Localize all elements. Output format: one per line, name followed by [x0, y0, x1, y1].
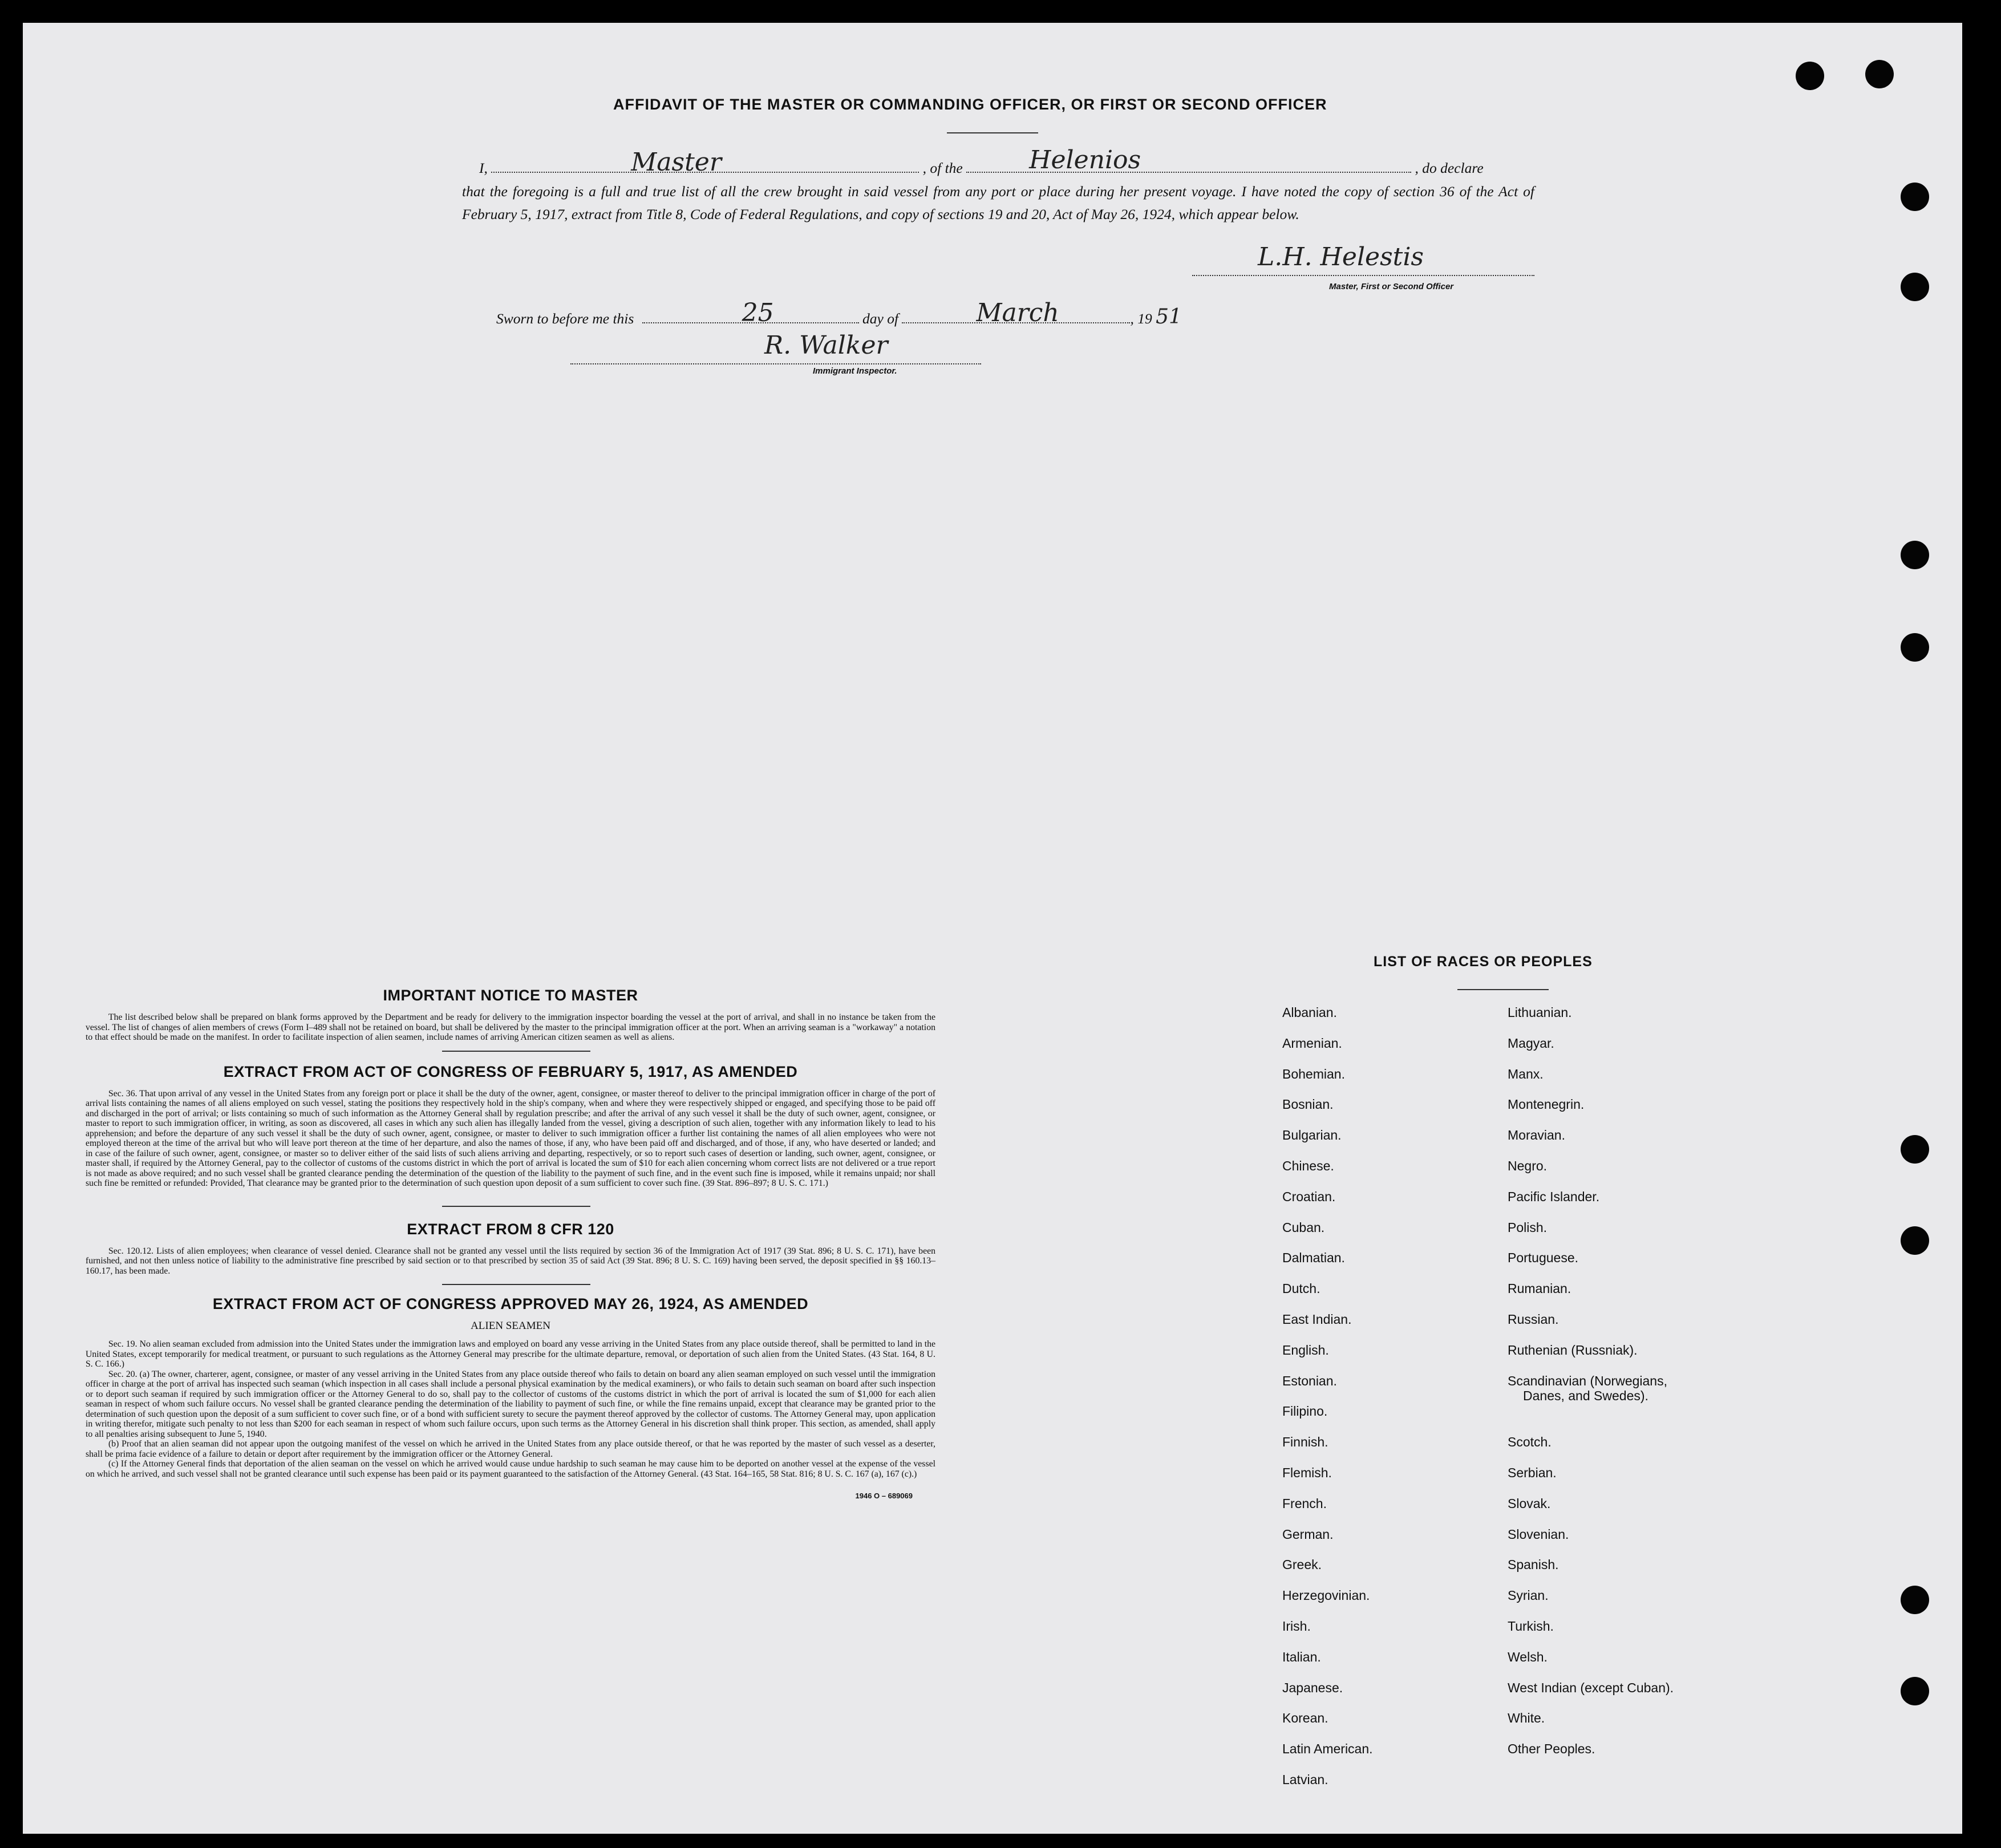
race-item: Serbian. [1508, 1465, 1557, 1480]
master-signature: L.H. Helestis [1258, 242, 1424, 271]
race-item: Armenian. [1282, 1035, 1342, 1051]
race-item: Bulgarian. [1282, 1128, 1342, 1143]
race-item: Irish. [1282, 1619, 1311, 1634]
race-item: Scandinavian (Norwegians, [1508, 1373, 1667, 1388]
race-item: Italian. [1282, 1649, 1321, 1664]
race-item: Korean. [1282, 1711, 1328, 1726]
extract-1917-title: EXTRACT FROM ACT OF CONGRESS OF FEBRUARY 5, 1917, AS AMENDED [223, 1063, 798, 1080]
inspector-line [570, 363, 981, 364]
signature-line [1192, 275, 1534, 276]
race-item: Polish. [1508, 1219, 1548, 1235]
race-item: Manx. [1508, 1066, 1544, 1081]
master-name-handwritten: Master [631, 148, 722, 177]
races-title-underline [1457, 989, 1549, 990]
race-item: White. [1508, 1711, 1545, 1726]
race-item: Moravian. [1508, 1128, 1565, 1143]
vessel-name-handwritten: Helenios [1029, 145, 1141, 175]
race-item: Syrian. [1508, 1588, 1549, 1603]
divider [442, 1051, 590, 1052]
punch-hole [1901, 1226, 1929, 1255]
punch-hole [1865, 60, 1894, 88]
race-item: Welsh. [1508, 1649, 1548, 1664]
inspector-signature: R. Walker [764, 331, 888, 360]
race-item: French. [1282, 1496, 1327, 1511]
section-20a: Sec. 20. (a) The owner, charterer, agent, consignee, or master of any vessel arriving in the United States from any place outside thereof who fails to detain on board any alien seaman employed on such vessel until the immigration officer in charge at the port of arrival has inspected such seaman (which inspection in all cases shall include a personal physical examination by the medical examiners), or who fails to detain such seaman on board after such inspection or to deport such seaman if required by such immigration officer or the Attorney General to do so, shall pay to the collector of customs of the customs district in which the port of arrival is located the sum of $1,000 for each alien seaman in respect of whom such failure occurs. No vessel shall be granted clearance pending the determination of the liability to payment of such fine, or while the fine remains unpaid, except that clearance may be granted prior to the determination of such question upon the deposit of a sum sufficient to cover such fine, or of a bond with sufficient surety to secure the payment thereof approved by the collector of customs. The Attorney General may, upon application in writing therefor, mitigate such penalty to not less than $200 for each seaman in respect of whom such failure occurs, upon such terms as the Attorney General in his discretion shall think proper. This section, as amended, shall apply to all penalties arising subsequent to June 5, 1940. [86, 1369, 935, 1439]
race-item: German. [1282, 1526, 1334, 1542]
month-field [902, 298, 1130, 327]
race-item: Slovak. [1508, 1496, 1551, 1511]
title-underline [947, 132, 1038, 133]
race-item: Japanese. [1282, 1680, 1343, 1695]
race-item: Magyar. [1508, 1035, 1554, 1051]
race-item: Flemish. [1282, 1465, 1332, 1480]
race-item: Cuban. [1282, 1219, 1325, 1235]
race-item: English. [1282, 1342, 1329, 1357]
race-item: Spanish. [1508, 1557, 1559, 1573]
race-item: Bohemian. [1282, 1066, 1345, 1081]
race-item: Latin American. [1282, 1741, 1373, 1757]
divider [442, 1284, 590, 1285]
year-prefix: , 19 [1130, 310, 1152, 327]
day-handwritten: 25 [742, 298, 774, 327]
race-item: Dalmatian. [1282, 1250, 1345, 1266]
races-title: LIST OF RACES OR PEOPLES [1374, 954, 1593, 970]
declaration-text: that the foregoing is a full and true list of all the crew brought in said vessel from any port or place during her present voyage. I have noted the copy of section 36 of the Act of February 5, 1917, extract from Title 8, Code of Federal Regulations, and copy of sections 19 and 20, Act of May 26, 1924, which appear below. [462, 183, 1534, 222]
sworn-label: Sworn to before me this [496, 310, 634, 327]
extract-cfr-title: EXTRACT FROM 8 CFR 120 [407, 1220, 614, 1238]
i-label: I, [479, 160, 488, 176]
race-item: Scotch. [1508, 1434, 1552, 1450]
year-handwritten: 51 [1156, 305, 1182, 329]
race-item: Ruthenian (Russniak). [1508, 1342, 1638, 1357]
punch-hole [1901, 1677, 1929, 1705]
extract-1924-title: EXTRACT FROM ACT OF CONGRESS APPROVED MAY 26, 1924, AS AMENDED [212, 1295, 809, 1312]
extract-1924-text [86, 1339, 935, 1479]
race-item: Dutch. [1282, 1281, 1321, 1296]
punch-hole [1901, 1135, 1929, 1164]
punch-hole [1901, 273, 1929, 301]
race-item: Negro. [1508, 1158, 1548, 1173]
race-item: Croatian. [1282, 1189, 1336, 1204]
section-19: Sec. 19. No alien seaman excluded from admission into the United States under the immigration laws and employed on board any vesse arriving in the United States from any place outside thereof, shall be permitted to land in the United States, except temporarily for medical treatment, or pursuant to such regulations as the Attorney General may prescribe for the ultimate departure, removal, or deportation of such alien from the United States. (43 Stat. 164, 8 U. S. C. 166.) [86, 1339, 935, 1369]
race-item: Rumanian. [1508, 1281, 1571, 1296]
race-item: Turkish. [1508, 1619, 1554, 1634]
extract-cfr-text: Sec. 120.12. Lists of alien employees; when clearance of vessel denied. Clearance shall not be granted any vessel until the lists required by section 36 of the Immigration Act of 1917 (39 Stat. 896; 8 U. S. C. 171), have been furnished, and not then unless notice of liability to the administrative fine prescribed by said section or to that prescribed by section 35 of said Act (39 Stat. 896; 8 U. S. C. 169) having been served, the deposit specified in §§ 160.13–160.17, has been made. [86, 1246, 935, 1276]
race-item: Greek. [1282, 1557, 1322, 1573]
race-item: Russian. [1508, 1312, 1559, 1327]
of-the-label: , of the [922, 160, 963, 176]
print-code: 1946 O – 689069 [855, 1492, 913, 1500]
race-item: Montenegrin. [1508, 1097, 1585, 1112]
race-item: East Indian. [1282, 1312, 1352, 1327]
punch-hole [1901, 183, 1929, 211]
race-item: Albanian. [1282, 1005, 1337, 1020]
extract-1917-text: Sec. 36. That upon arrival of any vessel in the United States from any foreign port or place it shall be the duty of the owner, agent, consignee, or master thereof to deliver to the principal immigration officer in charge of the port of arrival lists containing the names of all aliens employed on such vessel, stating the positions they respectively hold in the ship's company, when and where they were respectively shipped or engaged, and specifying those to be paid off and discharged in the port of arrival; or lists containing so much of such information as the Attorney General shall by regulation prescribe; and after the arrival of any such vessel it shall be the duty of such owner, agent, consignee, or master to report to such immigration officer, in writing, as soon as discovered, all cases in which any such alien has illegally landed from the vessel, giving a description of such alien, together with any information likely to lead to his apprehension; and before the departure of any such vessel it shall be the duty of such owner, agent, consignee, or master to deliver to such immigration officer a further list containing the names of all alien employees who were not employed thereon at the time of the arrival but who will leave port thereon at the time of her departure, and also the names of those, if any, who have been paid off and discharged, and of those, if any, who have deserted or landed; and in case of the failure of such owner, agent, consignee, or master so to deliver either of the said lists of such aliens arriving and departing, respectively, or so to report such cases of desertion or landing, such owner, agent, consignee, or master shall, if required by the Attorney General, pay to the collector of customs of the customs district in which the port of arrival is located the sum of $10 for each alien concerning whom correct lists are not delivered or a true report is not made as above required; and no such vessel shall be granted clearance pending the determination of the question of the liability to the payment of such fine, and in the event such fine is imposed, while it remains unpaid; nor shall such fine be remitted or refunded: Provided, That clearance may be granted prior to the determination of such question upon deposit of a sum sufficient to cover such fine. (39 Stat. 896–897; 8 U. S. C. 171.) [86, 1088, 935, 1188]
vessel-name-field [966, 145, 1411, 175]
do-declare-label: , do declare [1415, 160, 1484, 176]
race-item: Filipino. [1282, 1404, 1328, 1419]
affidavit-first-line [479, 145, 1484, 180]
sworn-line [496, 298, 1182, 330]
race-item: Slovenian. [1508, 1526, 1569, 1542]
section-20c: (c) If the Attorney General finds that deportation of the alien seaman on the vessel on which he arrived would cause undue hardship to such seaman he may cause him to be deported on another vessel at the expense of the vessel on which he arrived, and such vessel shall not be granted clearance until such expense has been paid or its payment guaranteed to the satisfaction of the Attorney General. (43 Stat. 164–165, 58 Stat. 816; 8 U. S. C. 167 (a), 167 (c).) [86, 1459, 935, 1479]
race-item: Finnish. [1282, 1434, 1328, 1450]
punch-hole [1901, 633, 1929, 662]
month-handwritten: March [976, 298, 1059, 327]
race-item: Danes, and Swedes). [1523, 1388, 1648, 1403]
inspector-caption: Immigrant Inspector. [813, 366, 897, 376]
affidavit-title: AFFIDAVIT OF THE MASTER OR COMMANDING OFFICER, OR FIRST OR SECOND OFFICER [613, 96, 1327, 113]
race-item: Pacific Islander. [1508, 1189, 1600, 1204]
race-item: Estonian. [1282, 1373, 1337, 1388]
master-name-field [491, 148, 919, 177]
race-item: Lithuanian. [1508, 1005, 1572, 1020]
day-field [642, 298, 859, 327]
race-item: Portuguese. [1508, 1250, 1579, 1266]
punch-hole [1901, 1586, 1929, 1614]
document-page [23, 23, 1962, 1834]
legal-column [86, 987, 935, 1500]
race-item: Herzegovinian. [1282, 1588, 1370, 1603]
race-item: Bosnian. [1282, 1097, 1334, 1112]
punch-hole [1796, 62, 1824, 90]
signature-caption: Master, First or Second Officer [1329, 282, 1454, 291]
race-item: Latvian. [1282, 1772, 1328, 1787]
race-item: Chinese. [1282, 1158, 1334, 1173]
punch-hole [1901, 541, 1929, 569]
extract-1924-subtitle: ALIEN SEAMEN [471, 1320, 550, 1332]
notice-title: IMPORTANT NOTICE TO MASTER [383, 987, 638, 1004]
race-item: Other Peoples. [1508, 1741, 1595, 1757]
notice-text: The list described below shall be prepared on blank forms approved by the Department and be ready for delivery to the immigration inspector boarding the vessel at the port of arrival, and shall in no instance be taken from the vessel. The list of changes of alien members of crews (Form I–489 shall not be retained on board, but shall be delivered by the master to the principal immigration officer at the port. When an arriving seaman is a "workaway" a notation to that effect should be made on the manifest. In order to facilitate inspection of alien seamen, include names of arriving American citizen seamen as well as aliens. [86, 1012, 935, 1042]
section-20b: (b) Proof that an alien seaman did not appear upon the outgoing manifest of the vessel on which he arrived in the United States from any place outside thereof, or that he was reported by the master of such vessel as a deserter, shall be prima facie evidence of a failure to detain or deport after requirement by the immigration officer or the Attorney General. [86, 1439, 935, 1459]
divider [442, 1206, 590, 1207]
race-item: West Indian (except Cuban). [1508, 1680, 1674, 1695]
day-of-label: day of [862, 310, 899, 327]
